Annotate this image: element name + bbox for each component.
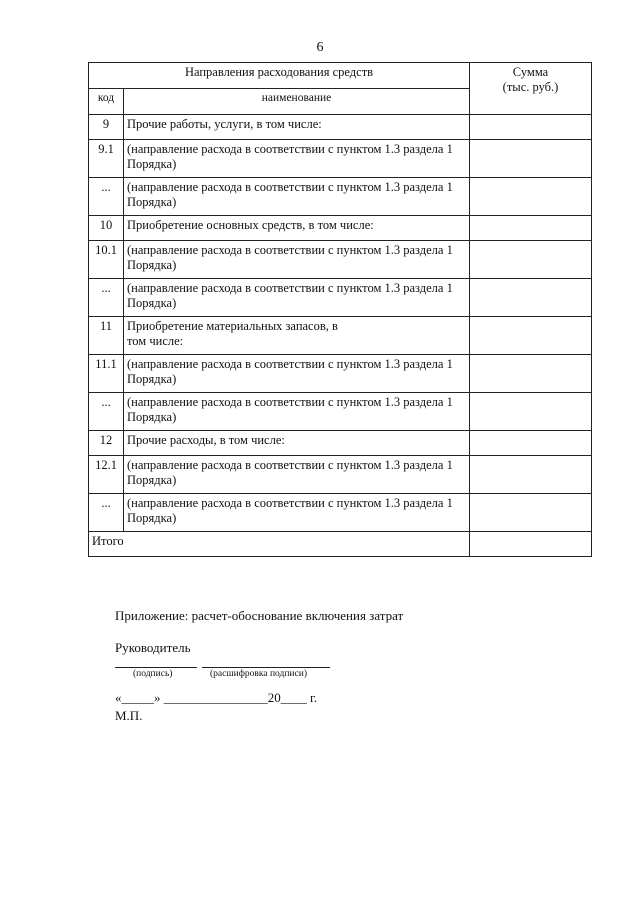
row-code: 11.1: [89, 355, 124, 393]
table-row: [89, 115, 592, 140]
row-code: 10: [89, 216, 124, 241]
row-name: (направление расхода в соответствии с пунктом 1.3 раздела 1 Порядка): [124, 393, 470, 431]
table-row: [89, 494, 592, 532]
row-name: (направление расхода в соответствии с пунктом 1.3 раздела 1 Порядка): [124, 494, 470, 532]
row-sum: [470, 431, 592, 456]
decoding-caption: (расшифровка подписи): [210, 669, 307, 679]
row-code: 11: [89, 317, 124, 355]
row-sum: [470, 178, 592, 216]
row-name: Прочие работы, услуги, в том числе:: [124, 115, 470, 140]
row-sum: [470, 494, 592, 532]
row-name: (направление расхода в соответствии с пунктом 1.3 раздела 1 Порядка): [124, 241, 470, 279]
row-code: 12: [89, 431, 124, 456]
header-sum-line1: Сумма: [512, 65, 549, 79]
header-name: наименование: [124, 89, 470, 115]
head-label: Руководитель: [115, 640, 191, 655]
table-row: [89, 140, 592, 178]
row-sum: [470, 355, 592, 393]
signature-caption: (подпись): [133, 669, 173, 679]
header-sum-line2: (тыс. руб.): [502, 80, 559, 94]
table-row: [89, 317, 592, 355]
expense-table: [88, 62, 592, 557]
row-sum: [470, 456, 592, 494]
table-row: [89, 431, 592, 456]
row-sum: [470, 115, 592, 140]
total-sum: [470, 532, 592, 557]
table-row: [89, 355, 592, 393]
row-code: ...: [89, 279, 124, 317]
attachment-note: Приложение: расчет-обоснование включения затрат: [115, 608, 404, 623]
row-name: (направление расхода в соответствии с пунктом 1.3 раздела 1 Порядка): [124, 178, 470, 216]
row-code: ...: [89, 494, 124, 532]
row-sum: [470, 140, 592, 178]
total-row: [89, 532, 592, 557]
decoding-line: [202, 667, 330, 668]
row-code: ...: [89, 393, 124, 431]
row-sum: [470, 279, 592, 317]
table-row: [89, 178, 592, 216]
row-name: (направление расхода в соответствии с пунктом 1.3 раздела 1 Порядка): [124, 140, 470, 178]
row-name: Приобретение материальных запасов, в том числе:: [124, 317, 470, 355]
page-number: 6: [316, 40, 324, 55]
header-sum: [470, 63, 592, 115]
signature-line: [115, 667, 197, 668]
table-row: [89, 279, 592, 317]
stamp-placeholder: М.П.: [115, 708, 143, 723]
header-directions: Направления расходования средств: [89, 63, 470, 89]
date-line: «_____» ________________20____ г.: [115, 690, 318, 705]
total-label: Итого: [89, 532, 470, 557]
table-row: [89, 393, 592, 431]
row-code: 9.1: [89, 140, 124, 178]
row-name: (направление расхода в соответствии с пунктом 1.3 раздела 1 Порядка): [124, 279, 470, 317]
row-code: 10.1: [89, 241, 124, 279]
row-sum: [470, 241, 592, 279]
header-code: код: [89, 89, 124, 115]
row-name: Приобретение основных средств, в том числе:: [124, 216, 470, 241]
row-sum: [470, 317, 592, 355]
row-name: (направление расхода в соответствии с пунктом 1.3 раздела 1 Порядка): [124, 456, 470, 494]
row-name: Прочие расходы, в том числе:: [124, 431, 470, 456]
table-row: [89, 456, 592, 494]
row-name: (направление расхода в соответствии с пунктом 1.3 раздела 1 Порядка): [124, 355, 470, 393]
row-sum: [470, 393, 592, 431]
row-code: 12.1: [89, 456, 124, 494]
table-row: [89, 216, 592, 241]
row-code: 9: [89, 115, 124, 140]
table-row: [89, 241, 592, 279]
row-sum: [470, 216, 592, 241]
row-code: ...: [89, 178, 124, 216]
